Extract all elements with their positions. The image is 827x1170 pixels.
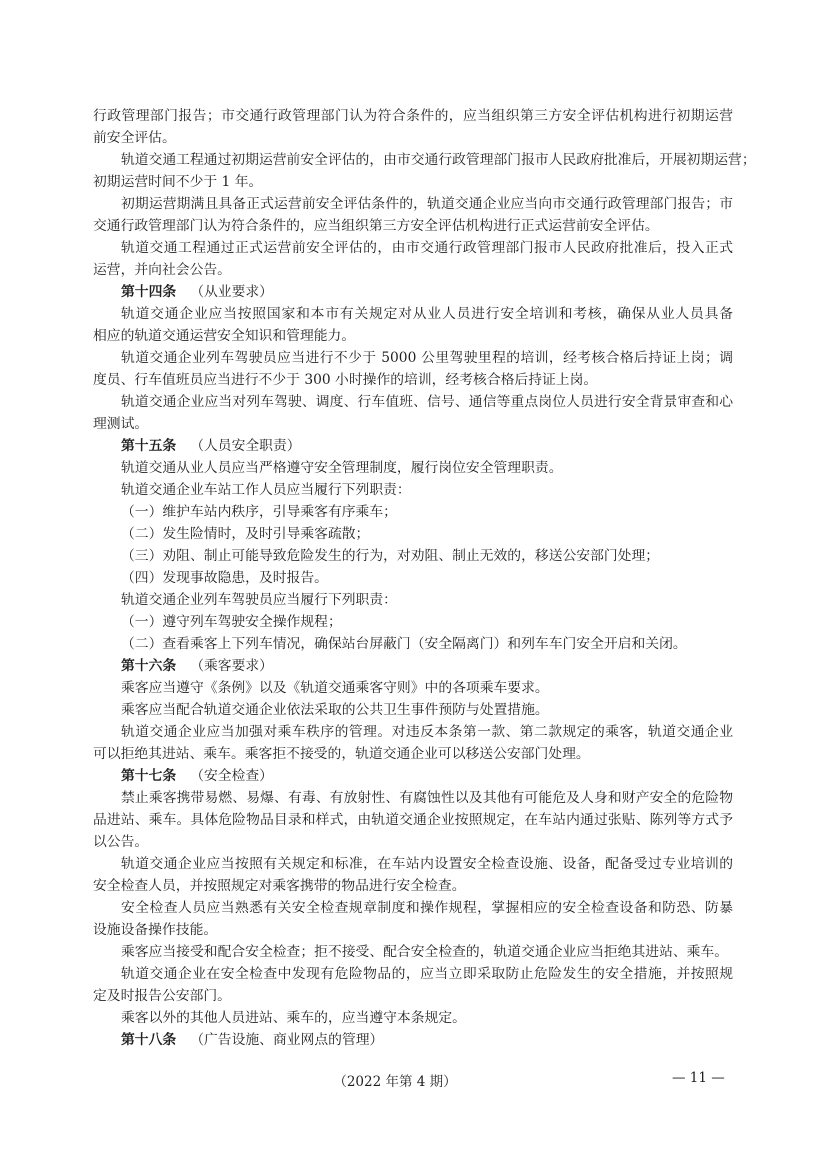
paragraph: [93, 303, 733, 347]
paragraph: [93, 347, 733, 391]
text-line: 禁止乘客携带易燃、易爆、有毒、有放射性、有腐蚀性以及其他有可能危及人身和财产安全的危险物: [121, 790, 733, 806]
article-heading: [93, 765, 733, 787]
text-line: 乘客应当配合轨道交通企业依法采取的公共卫生事件预防与处置措施。: [121, 702, 549, 718]
text-line: 轨道交通企业应当加强对乘车秩序的管理。对违反本条第一款、第二款规定的乘客，轨道交通企业: [121, 724, 733, 740]
text-line: 理测试。: [93, 416, 149, 432]
paragraph: [93, 149, 756, 193]
text-line: 安全检查人员，并按照规定对乘客携带的物品进行安全检查。: [93, 878, 466, 894]
paragraph: [93, 1007, 733, 1029]
article-number: 第十六条: [121, 658, 177, 674]
text-line: 初期运营期满且具备正式运营前安全评估条件的，轨道交通企业应当向市交通行政管理部门报告；市: [121, 196, 733, 212]
article-topic: （安全检查）: [190, 768, 273, 784]
text-line: 乘客应当接受和配合安全检查；拒不接受、配合安全检查的，轨道交通企业应当拒绝其进站、乘车。: [121, 944, 729, 960]
text-line: 度员、行车值班员应当进行不少于 300 小时操作的培训，经考核合格后持证上岗。: [93, 372, 598, 388]
paragraph: [93, 391, 733, 435]
article-heading: [93, 655, 733, 677]
text-line: 以公告。: [93, 834, 149, 850]
paragraph: [93, 633, 733, 655]
paragraph: [93, 699, 733, 721]
article-topic: （从业要求）: [190, 284, 273, 300]
document-body: [93, 105, 756, 1051]
text-line: （二）发生险情时，及时引导乘客疏散；: [121, 526, 370, 542]
paragraph: [93, 853, 733, 897]
paragraph: [93, 105, 733, 149]
text-line: 定及时报告公安部门。: [93, 988, 231, 1004]
paragraph: [93, 963, 733, 1007]
text-line: 运营，并向社会公告。: [93, 262, 231, 278]
article-topic: （人员安全职责）: [190, 438, 301, 454]
text-line: （二）查看乘客上下列车情况，确保站台屏蔽门（安全隔离门）和列车车门安全开启和关闭。: [121, 636, 687, 652]
article-heading: [93, 1029, 733, 1051]
text-line: 轨道交通工程通过初期运营前安全评估的，由市交通行政管理部门报市人民政府批准后，开展初期运营；: [121, 152, 756, 168]
paragraph: [93, 677, 733, 699]
article-number: 第十五条: [121, 438, 177, 454]
text-line: 可以拒绝其进站、乘车。乘客拒不接受的，轨道交通企业可以移送公安部门处理。: [93, 746, 590, 762]
paragraph: [93, 457, 733, 479]
text-line: 前安全评估。: [93, 130, 176, 146]
text-line: （一）遵守列车驾驶安全操作规程；: [121, 614, 342, 630]
paragraph: [93, 721, 733, 765]
paragraph: [93, 523, 733, 545]
text-line: 安全检查人员应当熟悉有关安全检查规章制度和操作规程，掌握相应的安全检查设备和防恐、防暴: [121, 900, 733, 916]
page-number: — 11 —: [672, 1070, 725, 1086]
paragraph: [93, 479, 733, 501]
article-number: 第十四条: [121, 284, 177, 300]
text-line: 相应的轨道交通运营安全知识和管理能力。: [93, 328, 356, 344]
article-number: 第十七条: [121, 768, 177, 784]
text-line: 轨道交通企业车站工作人员应当履行下列职责：: [121, 482, 411, 498]
text-line: 轨道交通工程通过正式运营前安全评估的，由市交通行政管理部门报市人民政府批准后，投入正式: [121, 240, 733, 256]
text-line: 轨道交通企业应当按照国家和本市有关规定对从业人员进行安全培训和考核，确保从业人员具备: [121, 306, 733, 322]
text-line: 轨道交通企业在安全检查中发现有危险物品的，应当立即采取防止危险发生的安全措施，并按照规: [121, 966, 733, 982]
paragraph: [93, 787, 733, 853]
text-line: 轨道交通企业应当按照有关规定和标准，在车站内设置安全检查设施、设备，配备受过专业培训的: [121, 856, 733, 872]
text-line: 轨道交通企业应当对列车驾驶、调度、行车值班、信号、通信等重点岗位人员进行安全背景审查和心: [121, 394, 733, 410]
paragraph: [93, 611, 733, 633]
text-line: （三）劝阻、制止可能导致危险发生的行为，对劝阻、制止无效的，移送公安部门处理；: [121, 548, 660, 564]
paragraph: [93, 237, 733, 281]
text-line: 乘客以外的其他人员进站、乘车的，应当遵守本条规定。: [121, 1010, 466, 1026]
text-line: 品进站、乘车。具体危险物品目录和样式，由轨道交通企业按照规定，在车站内通过张贴、陈列等方式予: [93, 812, 733, 828]
article-heading: [93, 435, 733, 457]
paragraph: [93, 501, 733, 523]
text-line: 设施设备操作技能。: [93, 922, 218, 938]
text-line: （一）维护车站内秩序，引导乘客有序乘车；: [121, 504, 397, 520]
article-topic: （广告设施、商业网点的管理）: [190, 1032, 384, 1048]
article-heading: [93, 281, 733, 303]
text-line: 轨道交通企业列车驾驶员应当履行下列职责：: [121, 592, 397, 608]
paragraph: [93, 193, 733, 237]
article-number: 第十八条: [121, 1032, 177, 1048]
paragraph: [93, 567, 733, 589]
paragraph: [93, 589, 733, 611]
article-topic: （乘客要求）: [190, 658, 273, 674]
text-line: 轨道交通从业人员应当严格遵守安全管理制度，履行岗位安全管理职责。: [121, 460, 563, 476]
text-line: 初期运营时间不少于 1 年。: [93, 174, 263, 190]
paragraph: [93, 545, 733, 567]
footer-issue: （2022 年第 4 期）: [333, 1074, 457, 1090]
paragraph: [93, 941, 733, 963]
paragraph: [93, 897, 733, 941]
text-line: （四）发现事故隐患，及时报告。: [121, 570, 328, 586]
text-line: 轨道交通企业列车驾驶员应当进行不少于 5000 公里驾驶里程的培训，经考核合格后持证上岗；调: [121, 350, 733, 366]
text-line: 行政管理部门报告；市交通行政管理部门认为符合条件的，应当组织第三方安全评估机构进行初期运营: [93, 108, 733, 124]
text-line: 乘客应当遵守《条例》以及《轨道交通乘客守则》中的各项乘车要求。: [121, 680, 549, 696]
text-line: 交通行政管理部门认为符合条件的，应当组织第三方安全评估机构进行正式运营前安全评估。: [93, 218, 659, 234]
